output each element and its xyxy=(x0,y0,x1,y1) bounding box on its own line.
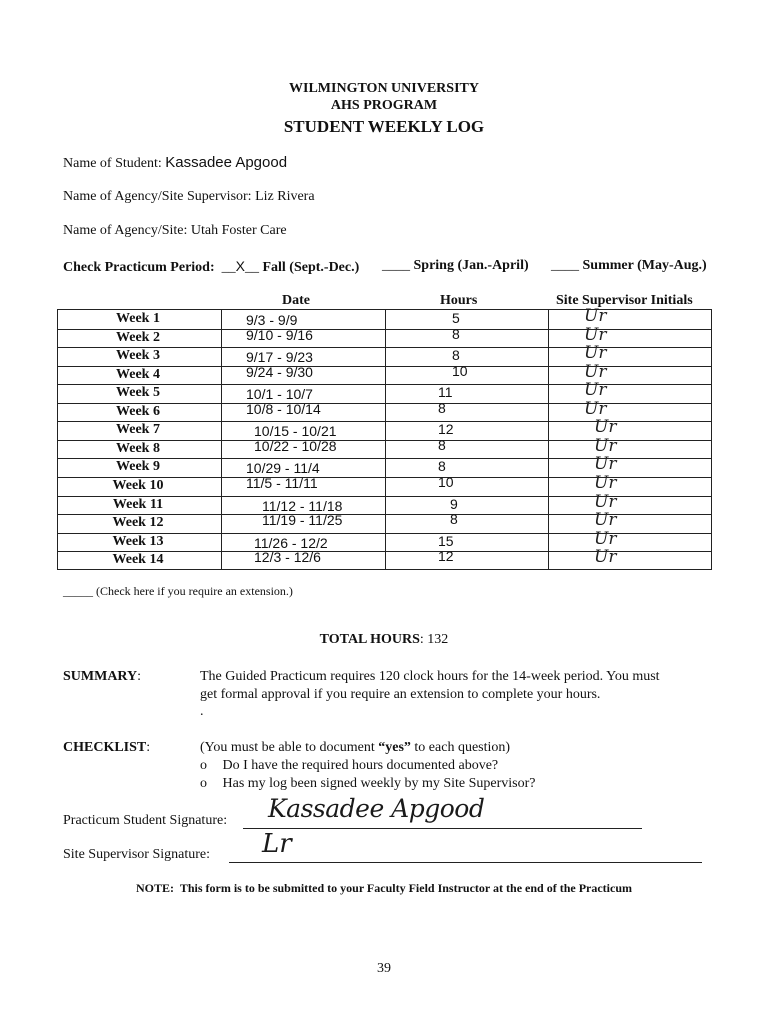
week-label: Week 2 xyxy=(116,330,160,345)
page-number: 39 xyxy=(377,961,391,976)
table-row xyxy=(58,325,711,348)
table-row xyxy=(58,306,711,329)
checklist-colon: : xyxy=(146,740,151,755)
table-row xyxy=(58,380,711,403)
practicum-period-label: Check Practicum Period: xyxy=(63,260,215,275)
page-title: STUDENT WEEKLY LOG xyxy=(283,117,485,136)
week-hours: 10 xyxy=(438,474,454,490)
fall-blank-right: __ xyxy=(244,260,259,275)
week-label: Week 9 xyxy=(116,459,160,474)
week-label: Week 5 xyxy=(116,385,160,400)
week-hours: 9 xyxy=(450,496,458,512)
checklist-item-text: Has my log been signed weekly by my Site Supervisor? xyxy=(222,776,536,791)
site-name-field xyxy=(63,223,287,239)
week-label: Week 8 xyxy=(116,441,160,456)
program-name: AHS PROGRAM xyxy=(330,98,438,113)
week-hours: 8 xyxy=(450,511,458,527)
note-text: This form is to be submitted to your Faculty Field Instructor at the end of the Practicum xyxy=(179,881,632,895)
total-hours-value: : 132 xyxy=(419,632,449,647)
week-date: 10/8 - 10/14 xyxy=(246,401,321,417)
week-hours: 8 xyxy=(438,400,446,416)
week-hours: 8 xyxy=(438,458,446,474)
table-row xyxy=(58,547,711,570)
student-signature-line xyxy=(243,828,642,829)
checklist-item-text: Do I have the required hours documented above? xyxy=(222,758,499,773)
checklist-intro xyxy=(200,740,510,756)
summary-line-3: . xyxy=(200,704,204,719)
week-date: 9/17 - 9/23 xyxy=(246,349,313,365)
supervisor-name-value: Liz Rivera xyxy=(255,189,315,204)
checklist-intro-yes: “yes” xyxy=(378,740,411,755)
fall-check-mark: X xyxy=(235,258,245,274)
supervisor-initials: Ur xyxy=(584,306,607,326)
summer-option: Summer (May-Aug.) xyxy=(582,258,707,273)
week-label: Week 6 xyxy=(116,404,160,419)
week-date: 12/3 - 12/6 xyxy=(254,549,321,565)
summary-line-1: The Guided Practicum requires 120 clock hours for the 14-week period. You must xyxy=(200,669,660,684)
supervisor-signature-line xyxy=(229,862,702,863)
spring-blank: ____ xyxy=(382,258,410,273)
bullet-icon: o xyxy=(200,758,207,773)
summary-label: SUMMARY xyxy=(63,669,138,684)
week-hours: 8 xyxy=(438,437,446,453)
supervisor-signature-label: Site Supervisor Signature: xyxy=(63,847,210,862)
week-label: Week 13 xyxy=(112,534,164,549)
column-header-initials: Site Supervisor Initials xyxy=(556,293,693,308)
week-hours: 10 xyxy=(452,363,468,379)
practicum-period-row xyxy=(63,258,359,276)
student-name-field xyxy=(63,154,287,172)
note-label: NOTE: xyxy=(136,881,175,895)
supervisor-initials: Ur xyxy=(594,510,617,530)
supervisor-name-field xyxy=(63,189,315,205)
week-hours: 12 xyxy=(438,421,454,437)
summary-line-2: get formal approval if you require an extension to complete your hours. xyxy=(200,687,601,702)
week-date: 9/24 - 9/30 xyxy=(246,364,313,380)
supervisor-initials: Ur xyxy=(594,417,617,437)
summer-option-row xyxy=(551,258,707,274)
week-label: Week 7 xyxy=(116,422,160,437)
week-date: 10/15 - 10/21 xyxy=(254,423,337,439)
summary-colon: : xyxy=(137,669,142,684)
table-row xyxy=(58,343,711,366)
supervisor-initials: Ur xyxy=(594,492,617,512)
week-label: Week 3 xyxy=(116,348,160,363)
fall-blank-left: __ xyxy=(221,260,236,275)
week-label: Week 4 xyxy=(116,367,160,382)
checklist-item xyxy=(200,758,498,774)
week-date: 9/3 - 9/9 xyxy=(246,312,298,328)
week-hours: 15 xyxy=(438,533,454,549)
extension-row xyxy=(63,584,293,599)
supervisor-name-label: Name of Agency/Site Supervisor: xyxy=(63,189,252,204)
bullet-icon: o xyxy=(200,776,207,791)
week-label: Week 14 xyxy=(112,552,164,567)
week-label: Week 1 xyxy=(116,311,160,326)
checklist-intro-pre: (You must be able to document xyxy=(200,740,379,755)
weekly-log-table xyxy=(57,306,712,570)
week-hours: 5 xyxy=(452,310,460,326)
note xyxy=(0,881,768,896)
week-date: 11/5 - 11/11 xyxy=(246,475,318,491)
week-label: Week 10 xyxy=(112,478,164,493)
week-label: Week 12 xyxy=(112,515,164,530)
spring-option: Spring (Jan.-April) xyxy=(413,258,529,273)
site-name-value: Utah Foster Care xyxy=(190,223,287,238)
extension-blank: _____ xyxy=(63,584,93,598)
week-hours: 8 xyxy=(452,347,460,363)
summer-blank: ____ xyxy=(551,258,579,273)
column-header-hours: Hours xyxy=(440,293,478,308)
student-name-label: Name of Student: xyxy=(63,156,162,171)
supervisor-initials: Ur xyxy=(584,399,607,419)
table-row xyxy=(58,362,711,385)
spring-option-row xyxy=(382,258,529,274)
checklist-heading xyxy=(63,740,150,756)
university-name: WILMINGTON UNIVERSITY xyxy=(289,81,479,96)
student-signature-label: Practicum Student Signature: xyxy=(63,813,228,828)
supervisor-signature: Lr xyxy=(262,829,292,859)
supervisor-initials: Ur xyxy=(594,473,617,493)
supervisor-initials: Ur xyxy=(594,454,617,474)
week-label: Week 11 xyxy=(112,497,164,512)
week-date: 11/26 - 12/2 xyxy=(254,535,328,551)
student-signature: Kassadee Apgood xyxy=(268,794,485,823)
week-date: 10/22 - 10/28 xyxy=(254,438,337,454)
total-hours xyxy=(0,632,768,648)
week-date: 11/19 - 11/25 xyxy=(262,512,343,528)
column-header-date: Date xyxy=(282,293,310,308)
summary-heading xyxy=(63,669,141,685)
checklist-item xyxy=(200,776,536,792)
checklist-intro-post: to each question) xyxy=(410,740,511,755)
site-name-label: Name of Agency/Site: xyxy=(63,223,188,238)
student-name-value: Kassadee Apgood xyxy=(165,154,288,171)
extension-text: (Check here if you require an extension.) xyxy=(96,584,293,598)
supervisor-initials: Ur xyxy=(584,362,607,382)
week-date: 10/1 - 10/7 xyxy=(246,386,313,402)
week-date: 9/10 - 9/16 xyxy=(246,327,313,343)
week-hours: 8 xyxy=(452,326,460,342)
checklist-label: CHECKLIST xyxy=(63,740,147,755)
fall-option: Fall (Sept.-Dec.) xyxy=(262,260,360,275)
supervisor-initials: Ur xyxy=(584,343,607,363)
week-hours: 12 xyxy=(438,548,454,564)
supervisor-initials: Ur xyxy=(594,436,617,456)
week-hours: 11 xyxy=(438,384,453,400)
week-date: 10/29 - 11/4 xyxy=(246,460,320,476)
supervisor-initials: Ur xyxy=(584,325,607,345)
supervisor-initials: Ur xyxy=(594,529,617,549)
week-date: 11/12 - 11/18 xyxy=(262,498,343,514)
total-hours-label: TOTAL HOURS xyxy=(319,632,420,647)
supervisor-initials: Ur xyxy=(584,380,607,400)
supervisor-initials: Ur xyxy=(594,547,617,567)
